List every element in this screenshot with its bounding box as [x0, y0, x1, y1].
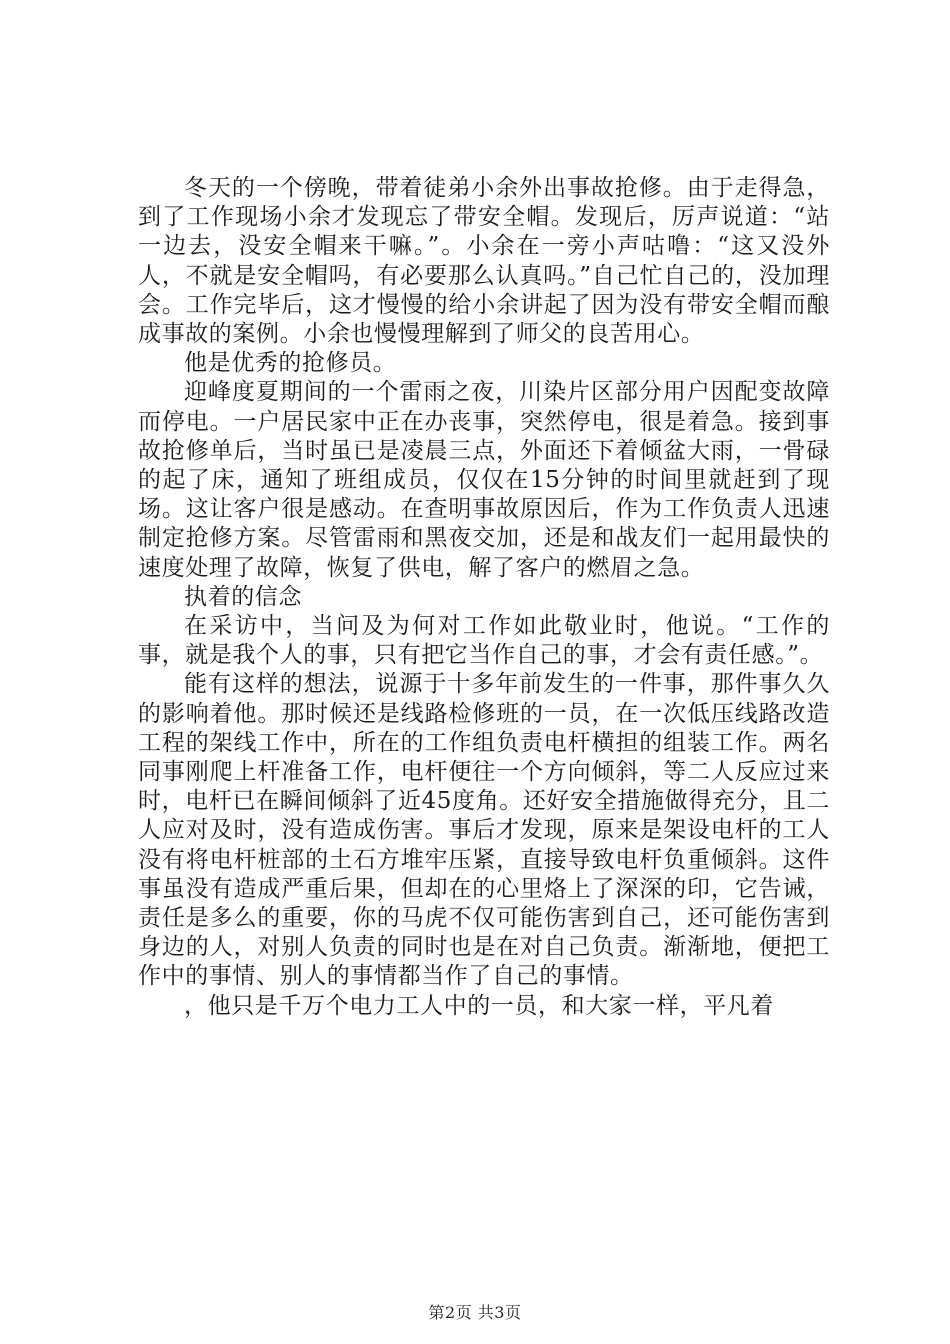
paragraph: 迎峰度夏期间的一个雷雨之夜，川染片区部分用户因配变故障而停电。一户居民家中正在办丧事，突然停电，很是着急。接到事故抢修单后，当时虽已是凌晨三点，外面还下着倾盆大雨，一骨碌的起了床，通知了班组成员，仅仅在15分钟的时间里就赶到了现场。这让客户很是感动。在查明事故原因后，作为工作负责人迅速制定抢修方案。尽管雷雨和黑夜交加，还是和战友们一起用最快的速度处理了故障，恢复了供电，解了客户的燃眉之急。 — [138, 379, 830, 581]
paragraph: 执着的信念 — [184, 583, 302, 610]
paragraph: 冬天的一个傍晚，带着徒弟小余外出事故抢修。由于走得急，到了工作现场小余才发现忘了带安全帽。发现后，厉声说道：“站一边去，没安全帽来干嘛。”。小余在一旁小声咕噜：“这又没外人，不就是安全帽吗，有必要那么认真吗。”自己忙自己的，没加理会。工作完毕后，这才慢慢的给小余讲起了因为没有带安全帽而酿成事故的案例。小余也慢慢理解到了师父的良苦用心。 — [138, 175, 830, 348]
paragraph: ，他只是千万个电力工人中的一员，和大家一样，平凡着 — [184, 992, 774, 1019]
page-number-footer: 第2页 共3页 — [428, 1303, 522, 1322]
paragraph: 能有这样的想法，说源于十多年前发生的一件事，那件事久久的影响着他。那时候还是线路检修班的一员，在一次低压线路改造工程的架线工作中，所在的工作组负责电杆横担的组装工作。两名同事刚爬上杆准备工作，电杆便往一个方向倾斜，等二人反应过来时，电杆已在瞬间倾斜了近45度角。还好安全措施做得充分，且二人应对及时，没有造成伤害。事后才发现，原来是架设电杆的工人没有将电杆桩部的土石方堆牢压紧，直接导致电杆负重倾斜。这件事虽没有造成严重后果，但却在的心里烙上了深深的印，它告诫，责任是多么的重要，你的马虎不仅可能伤害到自己，还可能伤害到身边的人，对别人负责的同时也是在对自己负责。渐渐地，便把工作中的事情、别人的事情都当作了自己的事情。 — [138, 671, 830, 990]
paragraph: 他是优秀的抢修员。 — [184, 350, 397, 377]
document-body — [138, 174, 830, 1021]
paragraph: 在采访中，当问及为何对工作如此敬业时，他说。“工作的事，就是我个人的事，只有把它当作自己的事，才会有责任感。”。 — [138, 613, 830, 669]
